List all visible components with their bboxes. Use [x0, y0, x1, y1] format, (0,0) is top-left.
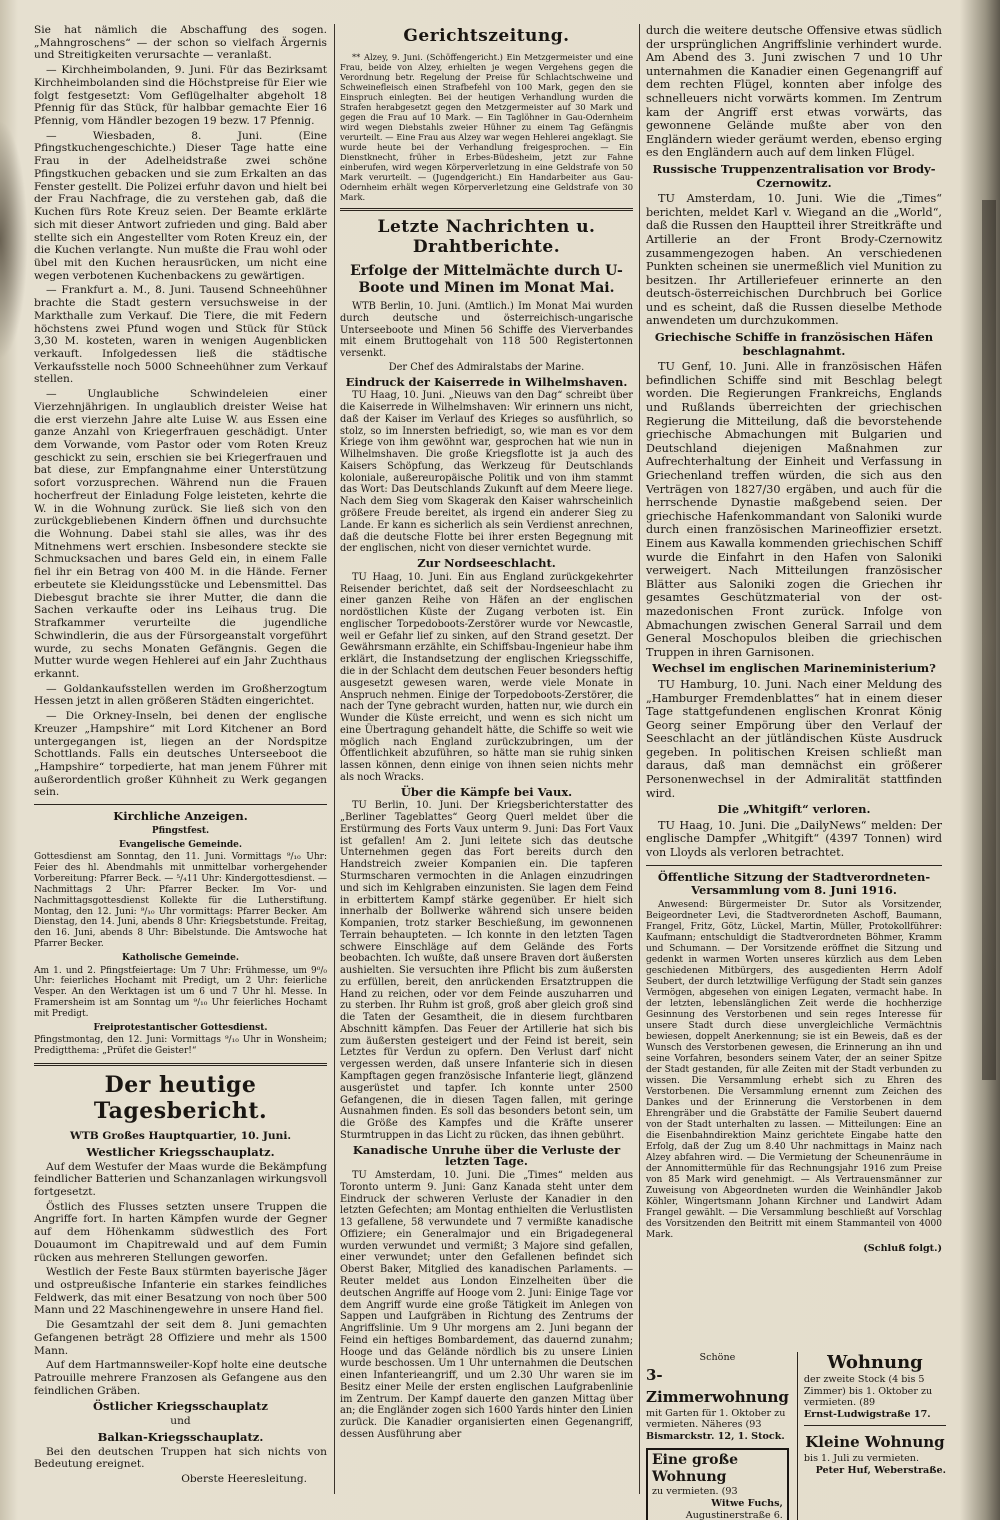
north-sea-heading: Zur Nordseeschlacht. [417, 556, 556, 571]
divider [804, 1425, 946, 1426]
ad3-address: Ernst-Ludwigstraße 17. [803, 1408, 931, 1420]
ad4-text: bis 1. Juli zu vermieten. [803, 1453, 920, 1465]
ad1-address: Bismarckstr. 12, 1. Stock. [646, 1430, 785, 1442]
to-be-continued: (Schluß folgt.) [863, 1242, 942, 1254]
catholic-text: Am 1. und 2. Pfingstfeiertage: Um 7 Uhr: Frühmesse, um 9⁰/₀ Uhr: feierliches Hochamt mit Predigt, um 2 Uhr: feierliche Vesper. An den Werktagen ist um 6 und 7 Uhr hl. Messe. In Framersheim ist am Sonntag um ⁹/₁₀ Uhr feierliches Hochamt mit Predigt. [34, 965, 327, 1019]
western-p2: Östlich des Flusses setzten unsere Truppen die Angriffe fort. In harten Kämpfen wurde der Gegner auf dem Höhenkamm südwestlich des Fort Douaumont im Chapitrewald und auf dem Fumin rücken aus mehreren Stellungen geworfen. [34, 1200, 327, 1264]
freeprot-heading: Freiprotestantischer Gottesdienst. [93, 1022, 268, 1033]
ad2-name: Witwe Fuchs, [711, 1497, 783, 1509]
column-2 [340, 24, 633, 1443]
ad4-name: Peter Huf, Weberstraße. [815, 1464, 946, 1476]
balkan-text: Bei den deutschen Truppen hat sich nichts von Bedeutung ereignet. [34, 1445, 327, 1471]
ad2 [646, 1448, 789, 1520]
western-front-heading: Westlicher Kriegsschauplatz. [86, 1144, 275, 1159]
uboat-success-heading: Erfolge der Mittelmächte durch U-Boote und Minen im Monat Mai. [350, 263, 623, 296]
council-text: Anwesend: Bürgermeister Dr. Sutor als Vorsitzender, Beigeordneter Levi, die Stadtverordneten Aschoff, Baumann, Frangel, Fritz, Götz, Lückel, Martin, Müller, Protokollführer: Kaufmann; entschuldigt die Stadtverordneten Böhmer, Kramm und Schumann. — Der Vorsitzende eröffnet die Sitzung und gedenkt in warmen Worten unseres kürzlich aus dem Leben geschiedenen Mitbürgers, des ausgedienten Herrn Adolf Seubert, der durch letztwillige Verfügung der Stadt sein ganzes Vermögen, abgesehen von einigen Legaten, vermacht habe. In der letzten, lebenslänglichen Zeit werde die hochherzige Gesinnung des Verstorbenen und sein reges Interesse für unsere Stadt durch diese unvergleichliche Vermächtnis bewiesen, doppelt Anerkennung; sie ist ein Beweis, daß es der Wunsch des Verstorbenen gewesen, die Erinnerung an ihn und seine Vorfahren, besonders seinem Vater, der an seiner Spitze der Stadt gestanden, für alle Zeiten mit der Stadt verbunden zu wissen. Die Versammlung erhebt sich zu Ehren des Verstorbenen. Die Versammlung ernennt zum Zeichen des Dankes und der Erinnerung die Verstorbenen in dem Ehrengräber und die Grabstätte der Familie Seubert dauernd von der Stadt unterhalten zu lassen. — Mitteilungen: Eine an die Eisenbahndirektion Mainz gerichtete Eingabe hatte den Erfolg, daß der Zug um 8.40 Uhr nachmittags in Mainz nach Alzey abfahren wird. — Die Vermietung der Scheunenräume in der Annomittermühle für das Rechnungsjahr 1916 zum Preise von 85 Mark wird genehmigt. — Als Vertrauensmänner zur Zuweisung von Abgeordneten wurden die Weinhändler Jakob Köhler, Wingertsmann Johann Kirchner und Landwirt Adam Frangel gewählt. — Die Versammlung beschließt auf Vorschlag des Vorsitzenden den Beitritt mit einem Stammanteil von 4000 Mark. [646, 899, 942, 1240]
article-schwindel: — Unglaubliche Schwindeleien einer Vierzehnjährigen. In unglaublich dreister Weise hat die erst vierzehn Jahre alte Luise W. aus Essen eine ganze Anzahl von Kriegerfrauen geschädigt. Unter dem Vorwande, vom Pastor oder vom Roten Kreuz geschickt zu sein, erschien sie bei Kriegerfrauen und bat diese, zur Empfangnahme einer Unterstützung sofort vorzusprechen. Während nun die Frauen hocherfreut der Einladung Folge leisteten, kehrte die W. in die Wohnung zurück. Sie ließ sich von den zurückgebliebenen Kindern öffnen und durchsuchte die Wohnung. Dabei stahl sie alles, was ihr des Mitnehmens wert erschien. Insbesondere steckte sie Schmucksachen und bares Geld ein, in einem Falle fiel ihr ein Betrag von 400 M. in die Hände. Ferner erbeutete sie Kleidungsstücke und Lebensmittel. Das Diebesgut brachte sie ihrer Mutter, die dann die Sachen verkaufte oder ins Leihaus trug. Die Strafkammer verurteilte die jugendliche Schwindlerin, die aus der Fürsorgeanstalt vorgeführt wurde, zu sechs Monaten Gefängnis. Gegen die Mutter wurde wegen Hehlerei auf ein Jahr Zuchthaus erkannt. [34, 388, 327, 680]
divider [34, 804, 327, 805]
whitgift-text: TU Haag, 10. Juni. Die „DailyNews“ melden: Der englische Dampfer „Whitgift“ (4397 Tonnen) wird von Lloyds als verloren betrachtet. [646, 818, 942, 860]
canada-continued: durch die weitere deutsche Offensive etwas südlich der ursprünglichen Angriffslinie verhindert wurde. Am Abend des 3. Juni zwischen 7 und 10 Uhr unternahmen die Kanadier einen Gegenangriff auf dem rechten Flügel, konnten aber infolge des schnelleuers nicht vorwärts kommen. Im Zentrum kam der Angriff erst etwas vorwärts, das gewonnene Gelände mußte aber von den Engländern wieder geräumt werden, ebenso erging es den Engländern auch auf dem linken Flügel. [646, 24, 942, 160]
canada-text: TU Amsterdam, 10. Juni. Die „Times“ melden aus Toronto unterm 9. Juni: Ganz Kanada steht unter dem Eindruck der schweren Verluste der Kanadier in den letzten Gefechten; am Montag enthielten die Verlustlisten 13 gefallene, 58 verwundete und 7 vermißte kanadische Offiziere; ein Generalmajor und ein Brigadegeneral wurden verwundet und vermißt; 3 Majore sind gefallen, einer verwundet; unter den Gefallenen befindet sich Oberst Baker, Mitglied des kanadischen Parlaments. — Reuter meldet aus London Einzelheiten über die deutschen Angriffe auf Hooge vom 2. Juni: Einige Tage vor dem Angriff wurde eine große Tätigkeit im Anlegen von Sappen und Laufgräben in Richtung des Zentrums der Angriffslinie. Um 9 Uhr morgens am 2. Juni begann der Feind ein heftiges Bombardement, das dauernd zunahm; Hooge und das Gelände nördlich bis zu unsere Linien wurde beschossen. Um 1 Uhr unternahmen die Deutschen einen Infanterieangriff, und um 2.30 Uhr waren sie im Besitz einer Meile der ersten englischen Laufgrabenlinie im Zentrum. Der Kampf dauerte den ganzen Mittag über an; die Engländer zogen sich 1600 Yards hinter den Linien zurück. Die Kanadier organisierten einen Gegenangriff, dessen Ausführung aber [340, 1170, 633, 1440]
and-word: und [170, 1415, 191, 1428]
signature: Oberste Heeresleitung. [181, 1473, 307, 1486]
page-smudge [0, 120, 28, 360]
balkan-front-heading: Balkan-Kriegsschauplatz. [97, 1429, 264, 1444]
article-wiesbaden: — Wiesbaden, 8. Juni. (Eine Pfingstkuchengeschichte.) Dieser Tage hatte eine Frau in der Adelheidstraße zwei schöne Pfingstkuchen gebacken und sie zum Erkalten an das Fenster gestellt. Die Polizei erfuhr davon und hielt bei der Frau Nachfrage, die zu verstehen gab, daß die Kuchen fürs Rote Kreuz seien. Der Beamte erklärte sich mit dieser Antwort zufrieden und ging. Bald aber stellte sich ein Angestellter vom Roten Kreuz ein, der die Kuchen verlangte. Nun mußte die Frau wohl oder übel mit den Kuchen herausrücken, um nicht eine wegen verbotenen Kuchenbackens zu gewärtigen. [34, 129, 327, 282]
ad1-title: 3-Zimmerwohnung [646, 1365, 789, 1406]
column-1 [34, 24, 327, 1486]
classified-ads [646, 1352, 946, 1520]
daily-report-heading: Der heutige Tagesbericht. [93, 1072, 268, 1125]
ad1-pre: Schöne [699, 1352, 736, 1363]
court-news-heading: Gerichtszeitung. [403, 26, 570, 46]
admiralty-change-text: TU Hamburg, 10. Juni. Nach einer Meldung des „Hamburger Fremdenblattes“ hat in einem dieser Tage stattgefundenen englischen Kronrat König Georg seiner Empörung über den Verlauf der Seeschlacht an der jütländischen Küste Ausdruck gegeben. In politischen Kreisen schließt man daraus, daß man demnächst ein größerer Personenwechsel in der Admiralität stattfinden wird. [646, 677, 942, 800]
kaiser-speech-heading: Eindruck der Kaiserrede in Wilhelmshaven. [345, 374, 628, 389]
ad2-address: Augustinerstraße 6. [685, 1509, 783, 1520]
whitgift-heading: Die „Whitgift“ verloren. [717, 802, 871, 817]
russian-text: TU Amsterdam, 10. Juni. Wie die „Times“ berichten, meldet Karl v. Wiegand an die „World“, daß die Russen den Hauptteil ihrer Streitkräfte und Artillerie an der Front Brody-Czernowitz zusammengezogen haben. An verschiedenen Punkten scheinen sie unermeßlich viel Munition zu besitzen. Ihr Artilleriefeuer erinnerte an den deutsch-österreichischen Durchbruch bei Gorlice und es scheint, daß die Russen dieselbe Methode anwendeten um durchzukommen. [646, 192, 942, 328]
admiralty-change-heading: Wechsel im englischen Marineministerium? [652, 661, 936, 676]
ad3-text: der zweite Stock (4 bis 5 Zimmer) bis 1. Oktober zu vermieten. (89 [803, 1374, 933, 1409]
western-p3: Westlich der Feste Baux stürmten bayerische Jäger und ostpreußische Infanterie ein starkes feindliches Feldwerk, das mit einer Besatzung von noch über 500 Mann und 22 Maschinengewehre in unsere Hand fiel. [34, 1266, 327, 1317]
admiralty-chief: Der Chef des Admiralstabs der Marine. [388, 361, 585, 373]
divider-double [34, 1063, 327, 1066]
north-sea-text: TU Haag, 10. Juni. Ein aus England zurückgekehrter Reisender berichtet, daß seit der Nordseeschlacht zu einer ganzen Reihe von Häfen an der englischen nordöstlichen Küste der Zugang verboten ist. Ein englischer Torpedoboots-Zerstörer wurde vor Newcastle, weil er Gefahr lief zu sinken, auf den Strand gesetzt. Der Gewährsmann erzählte, ein Schiffsbau-Ingenieur habe ihm erklärt, die Instandsetzung der englischen Kriegsschiffe, die in der Schlacht dem deutschen Feuer besonders heftig ausgesetzt gewesen waren, werde viele Monate in Anspruch nehmen. Einige der Torpedoboots-Zerstörer, die nach der Tyne gebracht wurden, hatten nur, wie durch ein Wunder die Küste erreicht, und wenn es sich nicht um eine Übertragung gehandelt hätte, die Schiffe so weit wie möglich nach England zurückzubringen, um der Öffentlichkeit abzuführen, so hätte man sie ruhig sinken lassen können, denn einige von ihnen seien nichts mehr als noch Wracks. [340, 571, 634, 783]
church-notices-heading: Kirchliche Anzeigen. [113, 809, 248, 824]
article-frankfurt: — Frankfurt a. M., 8. Juni. Tausend Schneehühner brachte die Stadt gestern versuchsweise in der Markthalle zum Verkauf. Die Tiere, die mit Federn höchstens zwei Pfund wogen und Stück für Stück 3,30 M. kosteten, waren in wenigen Augenblicken verkauft. Infolgedessen ließ die städtische Verkaufsstelle noch 5000 Schneehühner zum Verkauf stellen. [34, 284, 327, 386]
vaux-text: TU Berlin, 10. Juni. Der Kriegsberichterstatter des „Berliner Tageblattes“ Georg Querl meldet über die Erstürmung des Forts Vaux unterm 9. Juni: Das Fort Vaux ist gefallen! Am 2. Juni leitete sich das deutsche Unternehmen gegen das Fort bereits durch den Handstreich zweier Kompanien ein. Die tapferen Sturmscharen vermochten in die Anlagen einzudringen und sich im Kehlgraben einzunisten. Sie lagen dem Feind in erbittertem Kampf stärke gegenüber. Er hielt sich innerhalb der Bollwerke während sich unsere beiden Kompanien, trotz starker Beschießung, im gewonnenen Terrain behaupteten. — Ich konnte in den letzten Tagen schwere Einschläge auf dem Gelände des Forts beobachten. Ich wußte, daß unsere Braven dort äußersten aushielten. Sie versuchten ihre Pflicht bis zum äußersten zu erfüllen, bereit, den anrückenden Ersatztruppen die Hand zu reichen, oder vor dem Feinde auszuharren und zu sterben. Ihr Ruhm ist groß, groß aber gleich groß sind die Taten der Gesamtheit, die in diesem furchtbaren Abschnitt kämpfen. Das Feuer der Artillerie hat sich bis zum äußersten gesteigert und der Feind ist bereit, sein Letztes für Verdun zu opfern. Den Verlust darf nicht vergessen werden, daß unsere Infanterie sich in diesen Kampftagen gegen französische Infanterie liegt, glänzend ausgerüstet und tapfer. Ich konnte unter 2500 Gefangenen, die in diesen Tagen fallen, mit geringe Ausnahmen finden. Es soll das besonders betont sein, um die Größe des Kampfes und die Kräfte unserer Sturmtruppen in das Licht zu rücken, das ihnen gebührt. [340, 800, 633, 1141]
ad2-title: Eine große Wohnung [652, 1452, 738, 1486]
ads-right [797, 1352, 946, 1520]
council-heading: Öffentliche Sitzung der Stadtverordneten-Versammlung vom 8. Juni 1916. [657, 869, 931, 898]
article-gold: — Goldankaufsstellen werden im Großherzogtum Hessen jetzt in allen größeren Städten eingerichtet. [34, 682, 327, 708]
article-kirchheim: — Kirchheimbolanden, 9. Juni. Für das Bezirksamt Kirchheimbolanden sind die Höchstpreise für Eier wie folgt festgesetzt: Vom Geflügelhalter abgeholt 18 Pfennig für das Stück, für halbbar gemachte Eier 16 Pfennig, vom Händler bezogen 19 bezw. 17 Pfennig. [34, 64, 327, 128]
evangelical-text: Gottesdienst am Sonntag, den 11. Juni. Vormittags ⁹/₁₀ Uhr: Feier des hl. Abendmahls mit unmittelbar vorhergehender Vorbereitung: Pfarrer Beck. — ⁵/₄11 Uhr: Kindergottesdienst. — Nachmittags 2 Uhr: Pfarrer Becker. Im Vor- und Nachmittagsgottesdienst Kollekte für die Lutherstiftung. Montag, den 12. Juni: ⁹/₁₀ Uhr vormittags: Pfarrer Becker. Am Dienstag, den 14. Juni, abends 8 Uhr: Kriegsbetstunde. Freitag, den 16. Juni, abends 8 Uhr: Bibelstunde. Die Amtswoche hat Pfarrer Becker. [34, 852, 327, 949]
ad4-title: Kleine Wohnung [805, 1433, 945, 1452]
column-rule-2 [639, 24, 640, 1494]
article-orkney: — Die Orkney-Inseln, bei denen der englische Kreuzer „Hampshire“ mit Lord Kitchener an Bord untergegangen ist, liegen an der Nordspitze Schottlands. Falls ein deutsches Unterseeboot die „Hampshire“ torpedierte, hat man jenem Führer mit außerordentlich großer Kühnheit zu Werk gegangen sein. [34, 710, 327, 799]
ad2-text: zu vermieten. (93 [652, 1486, 738, 1498]
ads-left [646, 1352, 789, 1520]
article-intro: Sie hat nämlich die Abschaffung des sogen. „Mahngroschens“ — der schon so vielfach Ärgernis und Streitigkeiten verursachte — veranlaßt. [34, 24, 327, 62]
latest-news-heading: Letzte Nachrichten u. Drahtberichte. [377, 217, 596, 257]
eastern-front-heading: Östlicher Kriegsschauplatz [93, 1399, 268, 1414]
greek-ships-heading: Griechische Schiffe in französischen Häfen beschlagnahmt. [654, 330, 934, 358]
divider [646, 865, 942, 866]
kaiser-speech-text: TU Haag, 10. Juni. „Nieuws van den Dag“ schreibt über die Kaiserrede in Wilhelmshaven: Wir erinnern uns nicht, daß der Kaiser im Verlauf des Krieges so ausführlich, so stolz, so im Innersten befriedigt, so, wie man es vor dem Kriege von ihm gewöhnt war, gesprochen hat wie nun in Wilhelmshaven. Die große Kriegsflotte ist ja auch des Kaisers Schöpfung, das Werkzeug für Deutschlands koloniale, außereuropäische Politik und von ihm stammt das Wort: Das Deutschlands Zukunft auf dem Meere liege. Nach dem Sieg vom Skagerak den Kaiser wahrscheinlich größere Freude bereitet, als irgend ein anderer Sieg zu Lande. Er kann es sicherlich als sein Verdienst anrechnen, daß die deutsche Flotte bei ihrer ersten Begegnung mit der englischen, nicht von dieser vernichtet wurde. [340, 390, 633, 555]
church-notices-sub: Pfingstfest. [151, 825, 210, 836]
ad1-text: mit Garten für 1. Oktober zu vermieten. Näheres (93 [646, 1407, 786, 1431]
page-edge-shadow [982, 200, 996, 1080]
western-p4: Die Gesamtzahl der seit dem 8. Juni gemachten Gefangenen beträgt 28 Offiziere und mehr als 1500 Mann. [34, 1319, 327, 1357]
daily-report-dateline: WTB Großes Hauptquartier, 10. Juni. [69, 1130, 292, 1143]
column-3 [646, 24, 942, 1254]
freeprot-text: Pfingstmontag, den 12. Juni: Vormittags ⁹/₁₀ Uhr in Wonsheim; Predigtthema: „Prüfet die Geister!“ [34, 1035, 327, 1057]
vaux-heading: Über die Kämpfe bei Vaux. [400, 784, 573, 799]
russian-heading: Russische Truppenzentralisation vor Brody-Czernowitz. [652, 161, 936, 190]
ad3-title: Wohnung [827, 1352, 923, 1373]
uboat-success-text: WTB Berlin, 10. Juni. (Amtlich.) Im Monat Mai wurden durch deutsche und österreichisch-ungarische Unterseeboote und Minen 56 Schiffe des Vierverbandes mit einem Bruttogehalt von 118 500 Registertonnen versenkt. [340, 301, 633, 360]
greek-ships-text: TU Genf, 10. Juni. Alle in französischen Häfen befindlichen Schiffe sind mit Beschlag belegt worden. Die Regierungen Frankreichs, Englands und Rußlands überreichten der griechischen Regierung die Mitteilung, daß die bevorstehende griechische Abmachungen mit Bulgarien und Deutschland diejenigen Maßnahmen zur Aufrechterhaltung der Einheit und Verfassung in Griechenland treffen würden, die sich aus den Verträgen von 1827/30 ergäben, und auch für die herrschende Dynastie maßgebend seien. Der griechische Hafenkommandant von Saloniki wurde durch einen französischen Marineoffizier ersetzt. Einem aus Kawalla kommenden griechischen Schiff wurde die Einfahrt in den Hafen von Saloniki verweigert. Nach Mitteilungen französischer Blätter aus Saloniki zogen die Griechen ihr gesamtes Geschützmaterial von der ost-mazedonischen Front zurück. Infolge von Abmachungen zwischen General Sarrail und dem General Moschopulos bleiben die griechischen Truppen in ihren Garnisonen. [646, 360, 942, 659]
canada-heading: Kanadische Unruhe über die Verluste der letzten Tage. [352, 1142, 621, 1169]
divider-double [340, 208, 633, 211]
western-p1: Auf dem Westufer der Maas wurde die Bekämpfung feindlicher Batterien und Schanzanlagen wirkungsvoll fortgesetzt. [34, 1160, 327, 1198]
catholic-heading: Katholische Gemeinde. [122, 952, 239, 963]
column-rule-1 [334, 24, 335, 1494]
court-news-text: ** Alzey, 9. Juni. (Schöffengericht.) Ein Metzgermeister und eine Frau, beide von Alzey, erhielten je wegen Vergehens gegen die Verordnung betr. Regelung der Preise für Schlachtschweine und Schweinefleisch einen Strafbefehl von 100 Mark, gegen den sie Einspruch einlegten. Bei der heutigen Verhandlung wurden die Strafen herabgesetzt gegen den Metzgermeister auf 30 Mark und gegen die Frau auf 10 Mark. — Ein Taglöhner in Gau-Odernheim wird wegen Diebstahls zweier Hühner zu einem Tag Gefängnis verurteilt. — Eine Frau aus Alzey war wegen Hehlerei angeklagt. Sie wurde heute bei der Verhandlung freigesprochen. — Ein Dienstknecht, früher in Erbes-Büdesheim, jetzt zur Fahne einberufen, wird wegen Körperverletzung in eine Geldstrafe von 50 Mark verurteilt. — (Jugendgericht.) Ein Handarbeiter aus Gau-Odernheim erhält wegen Körperverletzung eine Geldstrafe von 30 Mark. [340, 52, 633, 202]
western-p5: Auf dem Hartmannsweiler-Kopf holte eine deutsche Patrouille mehrere Franzosen als Gefangene aus den feindlichen Gräben. [34, 1359, 327, 1397]
evangelical-heading: Evangelische Gemeinde. [118, 839, 243, 850]
